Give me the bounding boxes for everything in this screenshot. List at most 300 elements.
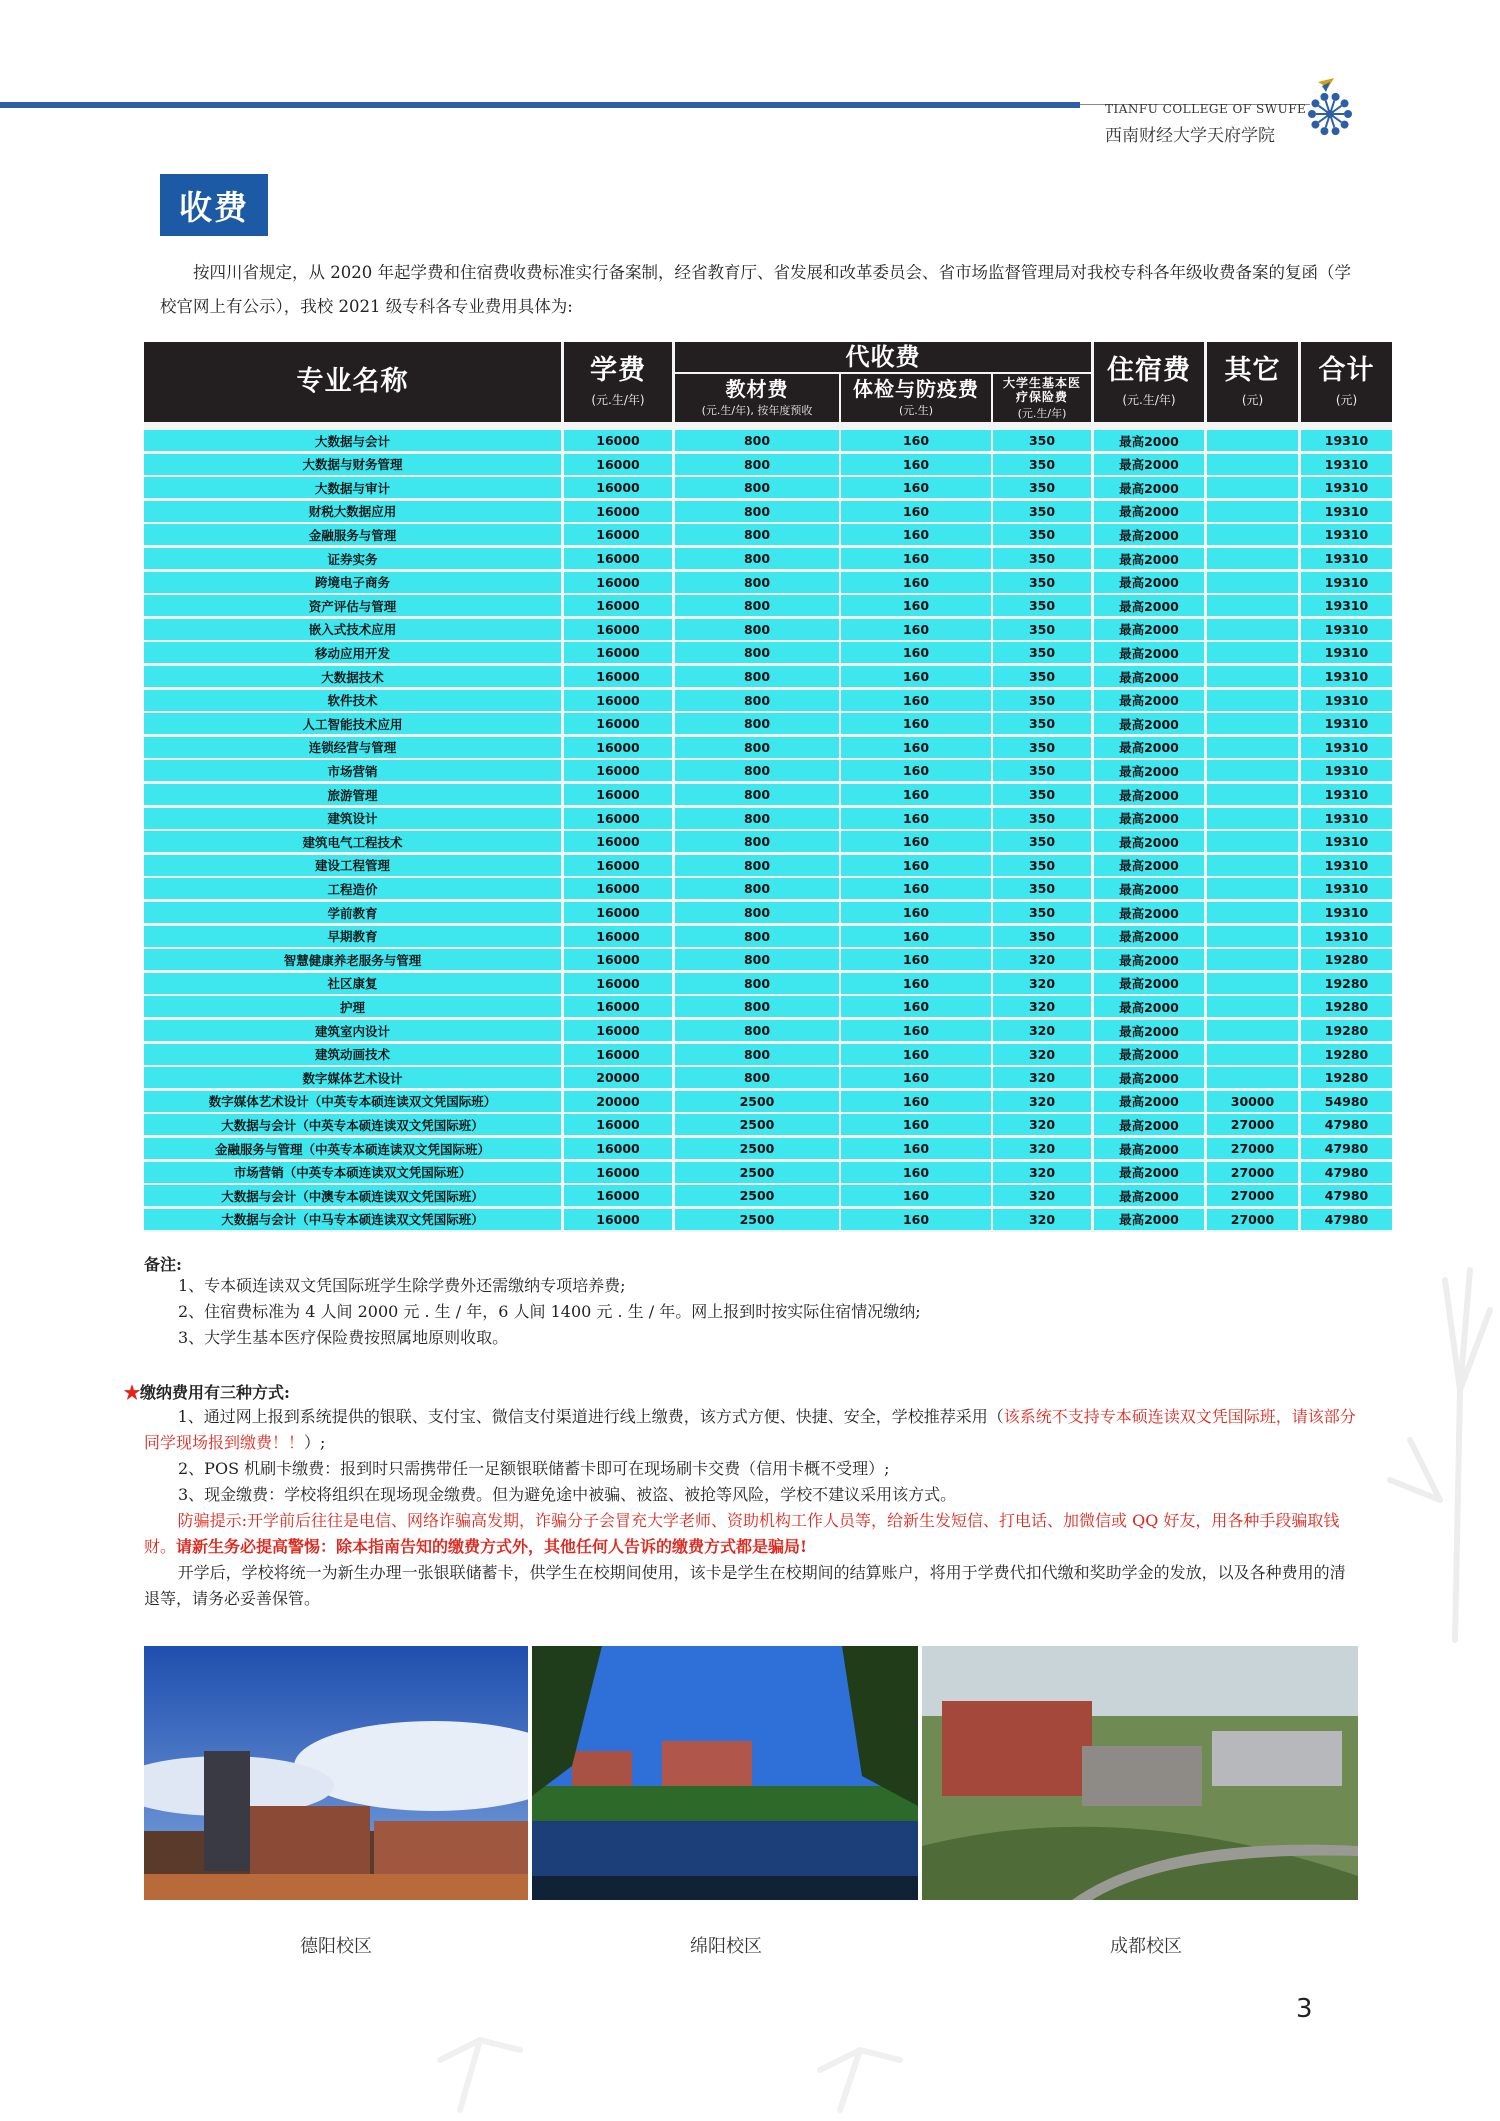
cell-other <box>1207 713 1298 734</box>
cell-other: 27000 <box>1207 1138 1298 1159</box>
cell-medical-check: 160 <box>841 831 991 852</box>
fraud-warning <box>144 1508 1358 1560</box>
cell-total: 19310 <box>1301 713 1392 734</box>
cell-other <box>1207 454 1298 475</box>
cell-total: 47980 <box>1301 1114 1392 1135</box>
cell-tuition: 16000 <box>564 1020 672 1041</box>
cell-insurance: 350 <box>993 713 1091 734</box>
cell-insurance: 320 <box>993 1067 1091 1088</box>
cell-books: 800 <box>675 595 839 616</box>
cell-books: 800 <box>675 454 839 475</box>
logo-petal <box>1344 110 1352 118</box>
cell-tuition: 16000 <box>564 1114 672 1135</box>
cell-medical-check: 160 <box>841 973 991 994</box>
header-medical-check <box>841 374 991 422</box>
cell-insurance: 320 <box>993 1138 1091 1159</box>
cell-total: 19280 <box>1301 1020 1392 1041</box>
cell-books: 800 <box>675 1020 839 1041</box>
cell-tuition: 16000 <box>564 595 672 616</box>
cell-books: 800 <box>675 737 839 758</box>
cell-dorm: 最高2000 <box>1094 524 1204 545</box>
logo-petal <box>1320 127 1328 135</box>
cell-total: 19310 <box>1301 524 1392 545</box>
cell-tuition: 16000 <box>564 973 672 994</box>
cell-tuition: 16000 <box>564 760 672 781</box>
cell-tuition: 16000 <box>564 1044 672 1065</box>
cell-total: 19310 <box>1301 926 1392 947</box>
header-tuition-label: 学费 <box>590 355 646 386</box>
cell-total: 19310 <box>1301 878 1392 899</box>
cell-books: 800 <box>675 548 839 569</box>
cell-other <box>1207 784 1298 805</box>
cell-dorm: 最高2000 <box>1094 1209 1204 1230</box>
cell-tuition: 16000 <box>564 855 672 876</box>
cell-dorm: 最高2000 <box>1094 831 1204 852</box>
cell-insurance: 350 <box>993 524 1091 545</box>
cell-other <box>1207 831 1298 852</box>
cell-major: 大数据技术 <box>144 666 561 687</box>
cell-medical-check: 160 <box>841 1114 991 1135</box>
cell-dorm: 最高2000 <box>1094 642 1204 663</box>
cell-books: 2500 <box>675 1114 839 1135</box>
cell-total: 47980 <box>1301 1185 1392 1206</box>
cell-major: 移动应用开发 <box>144 642 561 663</box>
cell-major: 财税大数据应用 <box>144 501 561 522</box>
cell-total: 19310 <box>1301 690 1392 711</box>
cell-other <box>1207 1044 1298 1065</box>
cell-dorm: 最高2000 <box>1094 501 1204 522</box>
dandelion-decoration-bottom-icon <box>420 2000 1040 2121</box>
cell-major: 建设工程管理 <box>144 855 561 876</box>
cell-total: 19310 <box>1301 760 1392 781</box>
cell-dorm: 最高2000 <box>1094 595 1204 616</box>
cell-insurance: 320 <box>993 1020 1091 1041</box>
cell-books: 800 <box>675 690 839 711</box>
cell-other <box>1207 666 1298 687</box>
cell-major: 嵌入式技术应用 <box>144 619 561 640</box>
cell-dorm: 最高2000 <box>1094 949 1204 970</box>
cell-dorm: 最高2000 <box>1094 666 1204 687</box>
cell-tuition: 16000 <box>564 524 672 545</box>
cell-major: 跨境电子商务 <box>144 572 561 593</box>
cell-total: 47980 <box>1301 1138 1392 1159</box>
cell-books: 2500 <box>675 1185 839 1206</box>
cell-books: 800 <box>675 784 839 805</box>
cell-total: 19310 <box>1301 619 1392 640</box>
cell-medical-check: 160 <box>841 1044 991 1065</box>
cell-major: 建筑动画技术 <box>144 1044 561 1065</box>
cell-dorm: 最高2000 <box>1094 902 1204 923</box>
chengdu-campus-photo <box>922 1646 1358 1900</box>
cell-tuition: 16000 <box>564 949 672 970</box>
cell-other <box>1207 477 1298 498</box>
logo-petal <box>1320 93 1328 101</box>
note-item: 2、住宿费标准为 4 人间 2000 元 . 生 / 年，6 人间 1400 元 . 生 / 年。网上报到时按实际住宿情况缴纳; <box>178 1302 921 1321</box>
cell-major: 软件技术 <box>144 690 561 711</box>
header-total-label: 合计 <box>1318 355 1375 386</box>
cell-major: 早期教育 <box>144 926 561 947</box>
cell-medical-check: 160 <box>841 784 991 805</box>
cell-insurance: 350 <box>993 902 1091 923</box>
logo-petal <box>1311 121 1319 129</box>
cell-medical-check: 160 <box>841 1020 991 1041</box>
cell-major: 人工智能技术应用 <box>144 713 561 734</box>
payment-title-block <box>124 1380 290 1406</box>
header-tuition <box>564 342 672 422</box>
cell-major: 智慧健康养老服务与管理 <box>144 949 561 970</box>
cell-medical-check: 160 <box>841 595 991 616</box>
header-total-unit: (元) <box>1335 393 1358 407</box>
cell-major: 大数据与审计 <box>144 477 561 498</box>
cell-insurance: 350 <box>993 595 1091 616</box>
logo-petal <box>1341 121 1349 129</box>
cell-major: 数字媒体艺术设计（中英专本硕连读双文凭国际班） <box>144 1091 561 1112</box>
cell-tuition: 16000 <box>564 1138 672 1159</box>
cell-total: 19310 <box>1301 477 1392 498</box>
cell-other <box>1207 808 1298 829</box>
cell-medical-check: 160 <box>841 430 991 451</box>
cell-total: 19310 <box>1301 737 1392 758</box>
cell-total: 19280 <box>1301 1044 1392 1065</box>
cell-tuition: 16000 <box>564 1209 672 1230</box>
cell-other <box>1207 690 1298 711</box>
cell-dorm: 最高2000 <box>1094 1020 1204 1041</box>
cell-books: 2500 <box>675 1138 839 1159</box>
section-title: 收费 <box>160 174 268 236</box>
cell-books: 800 <box>675 973 839 994</box>
cell-total: 19310 <box>1301 642 1392 663</box>
cell-medical-check: 160 <box>841 619 991 640</box>
cell-total: 19310 <box>1301 808 1392 829</box>
cell-total: 19310 <box>1301 501 1392 522</box>
cell-insurance: 350 <box>993 572 1091 593</box>
cell-dorm: 最高2000 <box>1094 619 1204 640</box>
cell-books: 800 <box>675 831 839 852</box>
cell-other <box>1207 642 1298 663</box>
cell-insurance: 320 <box>993 1209 1091 1230</box>
cell-total: 19310 <box>1301 572 1392 593</box>
header-books-label: 教材费 <box>725 377 789 401</box>
cell-other <box>1207 949 1298 970</box>
cell-books: 800 <box>675 760 839 781</box>
logo-petal <box>1311 99 1319 107</box>
fraud-warning-label: 防骗提示: <box>177 1511 247 1530</box>
cell-total: 19310 <box>1301 430 1392 451</box>
cell-major: 市场营销 <box>144 760 561 781</box>
cell-books: 800 <box>675 996 839 1017</box>
cell-total: 19310 <box>1301 784 1392 805</box>
cell-dorm: 最高2000 <box>1094 926 1204 947</box>
cell-total: 19310 <box>1301 831 1392 852</box>
cell-tuition: 16000 <box>564 784 672 805</box>
cell-other: 30000 <box>1207 1091 1298 1112</box>
cell-total: 19280 <box>1301 949 1392 970</box>
header-insurance-label: 大学生基本医疗保险费 <box>1002 375 1081 404</box>
payment-item-3: 3、现金缴费：学校将组织在现场现金缴费。但为避免途中被骗、被盗、被抢等风险，学校不建议采用该方式。 <box>178 1485 957 1504</box>
cell-tuition: 16000 <box>564 1162 672 1183</box>
cell-insurance: 320 <box>993 1185 1091 1206</box>
header-agency-label: 代收费 <box>845 343 921 371</box>
cell-tuition: 16000 <box>564 808 672 829</box>
intro-paragraph: 按四川省规定，从 2020 年起学费和住宿费收费标准实行备案制，经省教育厅、省发展和改革委员会、省市场监督管理局对我校专科各年级收费备案的复函（学校官网上有公示），我校 2021 级专科各专业费用具体为: <box>160 263 1351 316</box>
cell-insurance: 320 <box>993 949 1091 970</box>
cell-dorm: 最高2000 <box>1094 808 1204 829</box>
cell-major: 市场营销（中英专本硕连读双文凭国际班） <box>144 1162 561 1183</box>
cell-tuition: 16000 <box>564 878 672 899</box>
photo-caption: 成都校区 <box>1110 1936 1182 1957</box>
cell-dorm: 最高2000 <box>1094 713 1204 734</box>
payment-title: 缴纳费用有三种方式: <box>140 1383 290 1402</box>
cell-tuition: 16000 <box>564 926 672 947</box>
cell-medical-check: 160 <box>841 808 991 829</box>
cell-tuition: 16000 <box>564 454 672 475</box>
cell-insurance: 350 <box>993 642 1091 663</box>
cell-tuition: 16000 <box>564 572 672 593</box>
cell-insurance: 350 <box>993 548 1091 569</box>
cell-books: 800 <box>675 1044 839 1065</box>
header-insurance <box>993 374 1091 422</box>
cell-major: 金融服务与管理（中英专本硕连读双文凭国际班） <box>144 1138 561 1159</box>
cell-medical-check: 160 <box>841 996 991 1017</box>
logo-petal <box>1308 110 1316 118</box>
cell-tuition: 16000 <box>564 1185 672 1206</box>
cell-other: 27000 <box>1207 1185 1298 1206</box>
cell-insurance: 350 <box>993 926 1091 947</box>
cell-insurance: 350 <box>993 501 1091 522</box>
cell-total: 54980 <box>1301 1091 1392 1112</box>
cell-major: 大数据与会计 <box>144 430 561 451</box>
cell-major: 大数据与会计（中英专本硕连读双文凭国际班） <box>144 1114 561 1135</box>
cell-medical-check: 160 <box>841 572 991 593</box>
cell-other <box>1207 1020 1298 1041</box>
logo-petal <box>1332 93 1340 101</box>
cell-medical-check: 160 <box>841 642 991 663</box>
header-major <box>144 342 561 422</box>
cell-total: 19280 <box>1301 996 1392 1017</box>
dandelion-decoration-icon <box>1350 1240 1500 1660</box>
cell-other <box>1207 926 1298 947</box>
cell-books: 800 <box>675 878 839 899</box>
cell-other <box>1207 595 1298 616</box>
cell-major: 社区康复 <box>144 973 561 994</box>
header-books <box>675 374 839 422</box>
cell-tuition: 16000 <box>564 619 672 640</box>
cell-major: 建筑电气工程技术 <box>144 831 561 852</box>
cell-insurance: 350 <box>993 430 1091 451</box>
cell-dorm: 最高2000 <box>1094 1138 1204 1159</box>
cell-books: 2500 <box>675 1091 839 1112</box>
cell-total: 19310 <box>1301 666 1392 687</box>
header-dorm-label: 住宿费 <box>1107 355 1191 386</box>
cell-books: 800 <box>675 855 839 876</box>
payment-item-1-close: ）; <box>304 1433 326 1452</box>
cell-medical-check: 160 <box>841 1162 991 1183</box>
cell-medical-check: 160 <box>841 690 991 711</box>
cell-insurance: 350 <box>993 808 1091 829</box>
header-tuition-unit: (元.生/年) <box>591 393 645 407</box>
cell-medical-check: 160 <box>841 666 991 687</box>
mianyang-campus-photo <box>532 1646 918 1900</box>
cell-dorm: 最高2000 <box>1094 878 1204 899</box>
cell-medical-check: 160 <box>841 855 991 876</box>
fee-table <box>144 342 1392 1232</box>
cell-tuition: 16000 <box>564 430 672 451</box>
cell-dorm: 最高2000 <box>1094 548 1204 569</box>
cell-major: 大数据与会计（中澳专本硕连读双文凭国际班） <box>144 1185 561 1206</box>
cell-books: 800 <box>675 926 839 947</box>
cell-other <box>1207 855 1298 876</box>
cell-major: 学前教育 <box>144 902 561 923</box>
cell-dorm: 最高2000 <box>1094 1185 1204 1206</box>
cell-medical-check: 160 <box>841 926 991 947</box>
cell-insurance: 350 <box>993 690 1091 711</box>
cell-major: 证券实务 <box>144 548 561 569</box>
photo-caption: 德阳校区 <box>300 1936 372 1957</box>
college-name-cn: 西南财经大学天府学院 <box>1105 126 1275 146</box>
cell-major: 建筑设计 <box>144 808 561 829</box>
cell-other <box>1207 1067 1298 1088</box>
cell-major: 资产评估与管理 <box>144 595 561 616</box>
cell-total: 19310 <box>1301 855 1392 876</box>
cell-books: 800 <box>675 572 839 593</box>
cell-other <box>1207 572 1298 593</box>
cell-total: 19310 <box>1301 548 1392 569</box>
cell-dorm: 最高2000 <box>1094 1114 1204 1135</box>
note-item: 3、大学生基本医疗保险费按照属地原则收取。 <box>178 1328 509 1347</box>
cell-insurance: 320 <box>993 1162 1091 1183</box>
cell-other: 27000 <box>1207 1209 1298 1230</box>
cell-major: 建筑室内设计 <box>144 1020 561 1041</box>
cell-medical-check: 160 <box>841 760 991 781</box>
cell-medical-check: 160 <box>841 713 991 734</box>
cell-dorm: 最高2000 <box>1094 760 1204 781</box>
cell-dorm: 最高2000 <box>1094 477 1204 498</box>
cell-dorm: 最高2000 <box>1094 1091 1204 1112</box>
cell-medical-check: 160 <box>841 902 991 923</box>
cell-medical-check: 160 <box>841 524 991 545</box>
cell-books: 800 <box>675 477 839 498</box>
cell-dorm: 最高2000 <box>1094 430 1204 451</box>
cell-dorm: 最高2000 <box>1094 1162 1204 1183</box>
cell-other <box>1207 548 1298 569</box>
cell-tuition: 16000 <box>564 690 672 711</box>
cell-books: 800 <box>675 1067 839 1088</box>
cell-major: 连锁经营与管理 <box>144 737 561 758</box>
cell-other <box>1207 524 1298 545</box>
note-item: 1、专本硕连读双文凭国际班学生除学费外还需缴纳专项培养费; <box>178 1276 626 1295</box>
cell-books: 800 <box>675 808 839 829</box>
cell-medical-check: 160 <box>841 454 991 475</box>
cell-insurance: 320 <box>993 1044 1091 1065</box>
cell-tuition: 16000 <box>564 548 672 569</box>
cell-books: 800 <box>675 430 839 451</box>
header-agency <box>675 342 1091 372</box>
page-number: 3 <box>1296 1994 1313 2024</box>
cell-total: 19310 <box>1301 595 1392 616</box>
cell-major: 旅游管理 <box>144 784 561 805</box>
payment-item-1-text: 1、通过网上报到系统提供的银联、支付宝、微信支付渠道进行线上缴费，该方式方便、快捷、安全，学校推荐采用（ <box>177 1407 1004 1426</box>
cell-dorm: 最高2000 <box>1094 454 1204 475</box>
cell-other <box>1207 973 1298 994</box>
header-other-unit: (元) <box>1241 393 1264 407</box>
cell-total: 47980 <box>1301 1209 1392 1230</box>
cell-tuition: 16000 <box>564 831 672 852</box>
deyang-campus-photo <box>144 1646 528 1900</box>
cell-total: 19310 <box>1301 454 1392 475</box>
cell-medical-check: 160 <box>841 878 991 899</box>
cell-other: 27000 <box>1207 1162 1298 1183</box>
cell-insurance: 350 <box>993 784 1091 805</box>
cell-books: 800 <box>675 666 839 687</box>
college-name-en: TIANFU COLLEGE OF SWUFE <box>1105 102 1307 116</box>
cell-total: 19280 <box>1301 1067 1392 1088</box>
cell-other <box>1207 878 1298 899</box>
college-logo-icon <box>1300 76 1360 142</box>
cell-books: 2500 <box>675 1162 839 1183</box>
cell-books: 800 <box>675 501 839 522</box>
cell-major: 大数据与财务管理 <box>144 454 561 475</box>
payment-item-1 <box>144 1404 1358 1456</box>
cell-dorm: 最高2000 <box>1094 784 1204 805</box>
cell-medical-check: 160 <box>841 1209 991 1230</box>
cell-medical-check: 160 <box>841 737 991 758</box>
header-insurance-unit: (元.生/年) <box>1017 406 1067 420</box>
header-other-label: 其它 <box>1224 355 1281 386</box>
header-medical-check-label: 体检与防疫费 <box>853 377 979 401</box>
cell-total: 47980 <box>1301 1162 1392 1183</box>
cell-books: 800 <box>675 902 839 923</box>
cell-insurance: 350 <box>993 831 1091 852</box>
cell-medical-check: 160 <box>841 1138 991 1159</box>
cell-major: 护理 <box>144 996 561 1017</box>
cell-insurance: 320 <box>993 973 1091 994</box>
cell-tuition: 16000 <box>564 477 672 498</box>
bank-card-note: 开学后，学校将统一为新生办理一张银联储蓄卡，供学生在校期间使用，该卡是学生在校期间的结算账户，将用于学费代扣代缴和奖助学金的发放，以及各种费用的清退等，请务必妥善保管。 <box>144 1563 1346 1608</box>
cell-insurance: 320 <box>993 1091 1091 1112</box>
cell-tuition: 16000 <box>564 902 672 923</box>
cell-tuition: 16000 <box>564 642 672 663</box>
cell-insurance: 350 <box>993 737 1091 758</box>
fraud-warning-emphasis: 请新生务必提高警惕：除本指南告知的缴费方式外，其他任何人告诉的缴费方式都是骗局! <box>176 1537 808 1556</box>
cell-other <box>1207 501 1298 522</box>
cell-major: 工程造价 <box>144 878 561 899</box>
cell-tuition: 16000 <box>564 996 672 1017</box>
star-icon: ★ <box>124 1383 141 1402</box>
cell-other: 27000 <box>1207 1114 1298 1135</box>
fraud-warning-text: 开学前后往往是电信、网络诈骗高发期，诈骗分子会冒充大学老师、资助机构工作人员等，给新生发短信、打电话、加微信或 QQ 好友，用各种手段骗取钱财。 <box>144 1511 1340 1556</box>
cell-other <box>1207 430 1298 451</box>
cell-dorm: 最高2000 <box>1094 996 1204 1017</box>
cell-insurance: 320 <box>993 1114 1091 1135</box>
cell-dorm: 最高2000 <box>1094 572 1204 593</box>
cell-books: 800 <box>675 619 839 640</box>
cell-tuition: 20000 <box>564 1067 672 1088</box>
cell-other <box>1207 619 1298 640</box>
cell-major: 大数据与会计（中马专本硕连读双文凭国际班） <box>144 1209 561 1230</box>
cell-other <box>1207 737 1298 758</box>
header-dorm-unit: (元.生/年) <box>1122 393 1176 407</box>
cell-dorm: 最高2000 <box>1094 1067 1204 1088</box>
cell-insurance: 350 <box>993 855 1091 876</box>
payment-item-1-warning: 该系统不支持专本硕连读双文凭国际班，请该部分同学现场报到缴费！！ <box>144 1407 1356 1452</box>
cell-tuition: 16000 <box>564 713 672 734</box>
cell-other <box>1207 996 1298 1017</box>
cell-medical-check: 160 <box>841 477 991 498</box>
cell-dorm: 最高2000 <box>1094 855 1204 876</box>
cell-dorm: 最高2000 <box>1094 690 1204 711</box>
cell-major: 数字媒体艺术设计 <box>144 1067 561 1088</box>
cell-other <box>1207 902 1298 923</box>
